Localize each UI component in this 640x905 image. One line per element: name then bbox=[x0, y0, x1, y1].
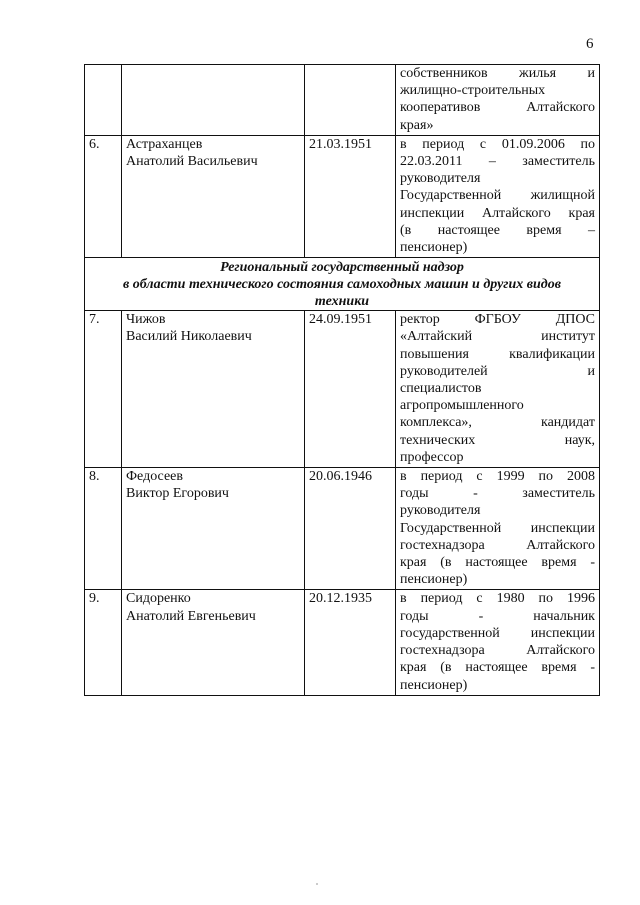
row-number: 7. bbox=[85, 311, 122, 468]
birth-date: 24.09.1951 bbox=[305, 311, 396, 468]
row-number: 6. bbox=[85, 135, 122, 257]
person-surname: Федосеев bbox=[126, 469, 183, 485]
description-line: руководителя bbox=[400, 171, 481, 187]
person-surname: Сидоренко bbox=[126, 591, 191, 607]
description-line: Государственной инспекции bbox=[400, 520, 595, 536]
description-line: 22.03.2011 – заместитель bbox=[400, 154, 595, 170]
description-line: ректор ФГБОУ ДПОС bbox=[400, 312, 595, 328]
description-line: руководителей и bbox=[400, 363, 595, 379]
person-surname: Чижов bbox=[126, 312, 166, 328]
table-row bbox=[85, 311, 600, 468]
cell-name bbox=[122, 65, 305, 136]
description-line: «Алтайский институт bbox=[400, 329, 595, 345]
description-line: края (в настоящее время - bbox=[400, 555, 595, 571]
members-table bbox=[84, 64, 600, 696]
cell-description bbox=[396, 468, 600, 590]
description-line: комплекса», кандидат bbox=[400, 415, 595, 431]
cell-name bbox=[122, 311, 305, 468]
person-surname: Астраханцев bbox=[126, 136, 203, 152]
section-header-row bbox=[85, 258, 600, 311]
cell-date bbox=[305, 65, 396, 136]
description-line: в период с 01.09.2006 по bbox=[400, 136, 595, 152]
person-given-names: Анатолий Васильевич bbox=[126, 154, 258, 170]
section-header bbox=[85, 258, 600, 311]
description-line: руководителя bbox=[400, 503, 481, 519]
cell-name bbox=[122, 135, 305, 257]
table-row bbox=[85, 135, 600, 257]
description-line: кооперативов Алтайского bbox=[400, 100, 595, 116]
description-line: края (в настоящее время - bbox=[400, 660, 595, 676]
description-line: гостехнадзора Алтайского bbox=[400, 643, 595, 659]
section-header-line: техники bbox=[314, 294, 370, 310]
description-line: в период с 1980 по 1996 bbox=[400, 591, 595, 607]
scan-speck bbox=[316, 883, 318, 885]
description-line: инспекции Алтайского края bbox=[400, 205, 595, 221]
person-given-names: Анатолий Евгеньевич bbox=[126, 608, 256, 624]
description-line: повышения квалификации bbox=[400, 346, 595, 362]
description-line: государственной инспекции bbox=[400, 625, 595, 641]
cell-description bbox=[396, 590, 600, 695]
description-line: в период с 1999 по 2008 bbox=[400, 469, 595, 485]
description-line: жилищно-строительных bbox=[400, 83, 546, 99]
table-row bbox=[85, 468, 600, 590]
description-line: гостехнадзора Алтайского bbox=[400, 537, 595, 553]
section-header-line: Региональный государственный надзор bbox=[220, 260, 464, 276]
description-line: технических наук, bbox=[400, 432, 595, 448]
description-line: годы - заместитель bbox=[400, 486, 595, 502]
table-row bbox=[85, 590, 600, 695]
cell-description bbox=[396, 135, 600, 257]
description-line: специалистов bbox=[400, 381, 482, 397]
description-line: профессор bbox=[400, 449, 464, 465]
description-line: Государственной жилищной bbox=[400, 188, 595, 204]
description-line: агропромышленного bbox=[400, 398, 524, 414]
table-row-continuation bbox=[85, 65, 600, 136]
description-line: пенсионер) bbox=[400, 572, 468, 588]
cell-description bbox=[396, 65, 600, 136]
description-line: края» bbox=[400, 117, 434, 133]
description-line: (в настоящее время – bbox=[400, 222, 595, 238]
birth-date: 20.06.1946 bbox=[305, 468, 396, 590]
description-line: пенсионер) bbox=[400, 240, 468, 256]
person-given-names: Виктор Егорович bbox=[126, 486, 229, 502]
cell-description bbox=[396, 311, 600, 468]
row-number: 9. bbox=[85, 590, 122, 695]
cell-num bbox=[85, 65, 122, 136]
description-line: собственников жилья и bbox=[400, 66, 595, 81]
section-header-line: в области технического состояния самоходных машин и других видов bbox=[123, 277, 561, 293]
person-given-names: Василий Николаевич bbox=[126, 329, 252, 345]
birth-date: 20.12.1935 bbox=[305, 590, 396, 695]
birth-date: 21.03.1951 bbox=[305, 135, 396, 257]
row-number: 8. bbox=[85, 468, 122, 590]
description-line: пенсионер) bbox=[400, 677, 468, 693]
cell-name bbox=[122, 468, 305, 590]
cell-name bbox=[122, 590, 305, 695]
page-number: 6 bbox=[586, 36, 594, 52]
description-line: годы - начальник bbox=[400, 608, 595, 624]
